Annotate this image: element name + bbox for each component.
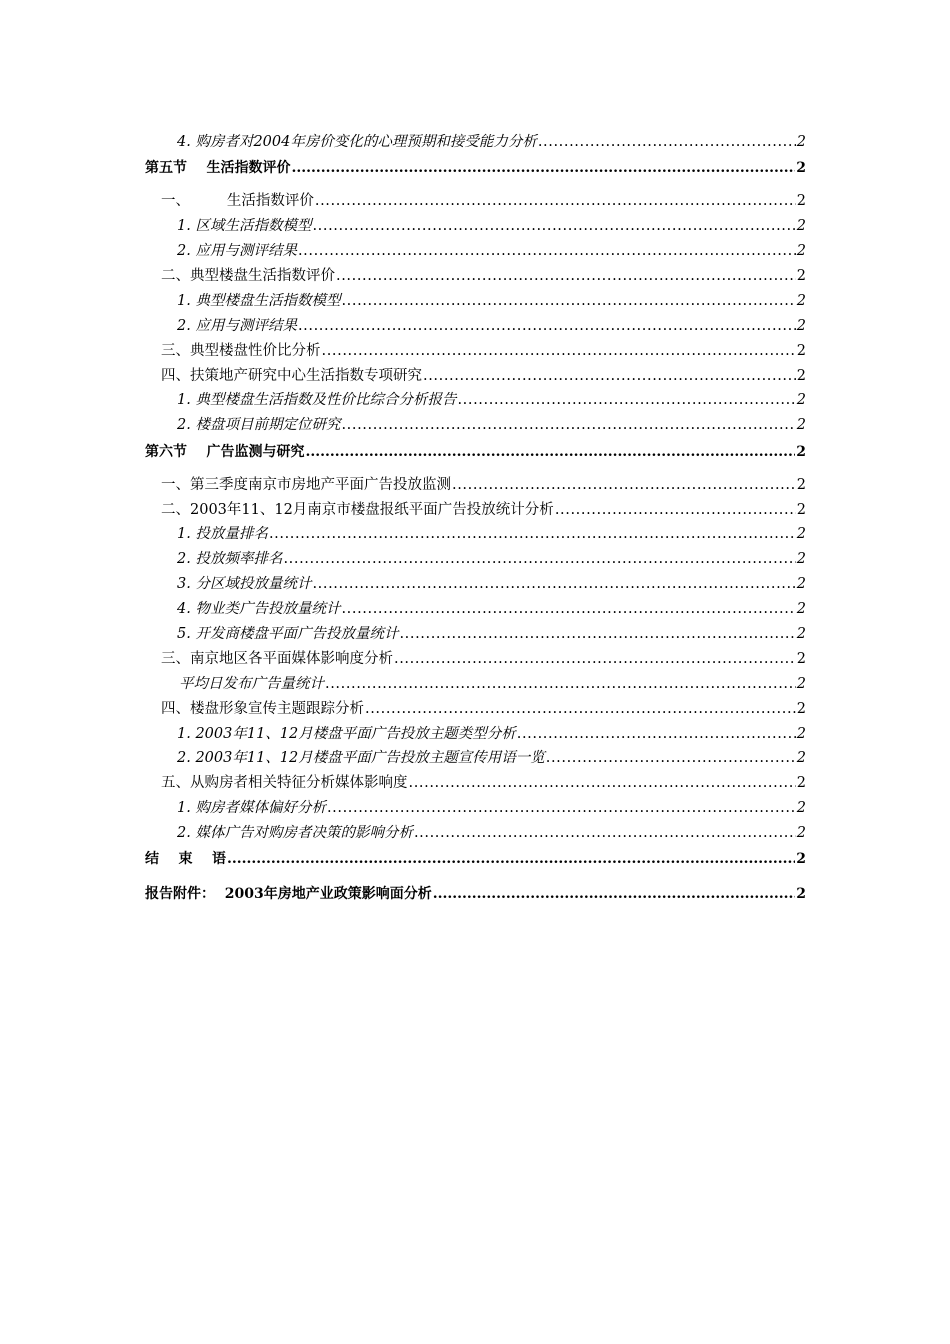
- toc-entry-label: 1. 典型楼盘生活指数模型: [177, 292, 341, 309]
- toc-page-number: 2: [796, 650, 806, 667]
- toc-dot-leader: [555, 501, 796, 519]
- toc-dot-leader: [325, 675, 796, 693]
- toc-page-number: 2: [796, 342, 806, 359]
- toc-entry[interactable]: [145, 260, 806, 285]
- toc-dot-leader: [341, 416, 795, 434]
- toc-page-number: 2: [796, 193, 806, 210]
- toc-entry[interactable]: [145, 310, 806, 335]
- toc-entry-label: 2. 应用与测评结果: [177, 243, 297, 260]
- toc-page-number: 2: [796, 526, 806, 543]
- toc-entry[interactable]: [145, 718, 806, 743]
- toc-page-number: 2: [796, 476, 806, 493]
- toc-entry-label: 五、从购房者相关特征分析媒体影响度: [161, 775, 408, 792]
- toc-dot-leader: [517, 725, 796, 743]
- toc-page-number: 2: [796, 443, 806, 460]
- toc-page-number: 2: [796, 825, 806, 842]
- toc-dot-leader: [433, 885, 796, 903]
- toc-page-number: 2: [796, 775, 806, 792]
- toc-dot-leader: [423, 367, 796, 385]
- toc-entry-label: 四、楼盘形象宣传主题跟踪分析: [161, 700, 364, 717]
- toc-dot-leader: [315, 192, 796, 210]
- toc-section-label: 第五节 生活指数评价: [145, 160, 291, 177]
- toc-dot-leader: [312, 217, 795, 235]
- toc-entry-label: 4. 物业类广告投放量统计: [177, 601, 341, 618]
- toc-entry-label: 四、扶策地产研究中心生活指数专项研究: [161, 367, 422, 384]
- toc-page-number: 2: [796, 392, 806, 409]
- toc-entry[interactable]: [145, 792, 806, 817]
- toc-entry-label: 2. 2003年11、12月楼盘平面广告投放主题宣传用语一览: [177, 750, 545, 767]
- toc-dot-leader: [269, 525, 796, 543]
- toc-entry[interactable]: [145, 360, 806, 385]
- toc-entry[interactable]: [145, 743, 806, 768]
- toc-dot-leader: [457, 391, 795, 409]
- toc-section-6[interactable]: [145, 434, 806, 469]
- toc-dot-leader: [546, 749, 796, 767]
- toc-page-number: 2: [796, 160, 806, 177]
- toc-entry[interactable]: [145, 618, 806, 643]
- toc-section-label: 报告附件： 2003年房地产业政策影响面分析: [145, 885, 432, 902]
- toc-section-label: 结 束 语: [145, 851, 226, 868]
- toc-page-number: 2: [796, 267, 806, 284]
- toc-page-number: 2: [796, 243, 806, 260]
- toc-entry-label: 2. 投放频率排名: [177, 551, 283, 568]
- toc-page-number: 2: [796, 626, 806, 643]
- toc-dot-leader: [336, 267, 796, 285]
- toc-dot-leader: [306, 443, 796, 461]
- toc-page-number: 2: [796, 218, 806, 235]
- toc-entry[interactable]: [145, 494, 806, 519]
- toc-entry-label: 5. 开发商楼盘平面广告投放量统计: [177, 626, 399, 643]
- toc-section-appendix[interactable]: [145, 877, 806, 912]
- toc-dot-leader: [298, 317, 796, 335]
- toc-entry-label: 1. 投放量排名: [177, 526, 268, 543]
- toc-section-5[interactable]: [145, 151, 806, 186]
- toc-entry[interactable]: [145, 335, 806, 360]
- toc-entry[interactable]: [145, 693, 806, 718]
- toc-entry[interactable]: [145, 285, 806, 310]
- toc-dot-leader: [365, 700, 796, 718]
- toc-page-number: 2: [796, 551, 806, 568]
- toc-dot-leader: [409, 774, 796, 792]
- toc-entry-label: 1. 2003年11、12月楼盘平面广告投放主题类型分析: [177, 725, 516, 742]
- toc-dot-leader: [394, 650, 796, 668]
- toc-page-number: 2: [796, 800, 806, 817]
- toc-page-number: 2: [796, 750, 806, 767]
- toc-entry-label: 二、2003年11、12月南京市楼盘报纸平面广告投放统计分析: [161, 501, 554, 518]
- toc-entry[interactable]: [145, 543, 806, 568]
- toc-page-number: 2: [796, 725, 806, 742]
- toc-dot-leader: [322, 342, 796, 360]
- toc-section-label: 第六节 广告监测与研究: [145, 443, 305, 460]
- toc-dot-leader: [414, 824, 796, 842]
- toc-entry[interactable]: [145, 409, 806, 434]
- toc-entry[interactable]: [145, 126, 806, 151]
- toc-entry-label: 2. 应用与测评结果: [177, 317, 297, 334]
- toc-entry-label: 三、典型楼盘性价比分析: [161, 342, 321, 359]
- toc-page-number: 2: [796, 700, 806, 717]
- toc-dot-leader: [298, 242, 796, 260]
- toc-page-number: 2: [796, 133, 806, 150]
- toc-entry-label: 3. 分区域投放量统计: [177, 576, 312, 593]
- toc-entry[interactable]: [145, 210, 806, 235]
- toc-entry[interactable]: [145, 469, 806, 494]
- toc-entry-label: 一、 生活指数评价: [161, 193, 314, 210]
- toc-entry-label: 4. 购房者对2004年房价变化的心理预期和接受能力分析: [177, 133, 537, 150]
- toc-entry[interactable]: [145, 235, 806, 260]
- toc-page-number: 2: [796, 367, 806, 384]
- toc-entry-label: 1. 购房者媒体偏好分析: [177, 800, 326, 817]
- toc-entry[interactable]: [145, 767, 806, 792]
- toc-page-number: 2: [796, 675, 806, 692]
- toc-page-number: 2: [796, 417, 806, 434]
- toc-entry-label: 二、典型楼盘生活指数评价: [161, 267, 335, 284]
- toc-entry[interactable]: [145, 185, 806, 210]
- toc-entry[interactable]: [145, 385, 806, 410]
- toc-page-number: 2: [796, 501, 806, 518]
- toc-entry[interactable]: [145, 519, 806, 544]
- toc-entry-label: 三、南京地区各平面媒体影响度分析: [161, 650, 393, 667]
- toc-page-number: 2: [796, 601, 806, 618]
- toc-section-conclusion[interactable]: [145, 842, 806, 877]
- toc-dot-leader: [341, 292, 795, 310]
- toc-entry[interactable]: [145, 643, 806, 668]
- toc-entry-label: 1. 典型楼盘生活指数及性价比综合分析报告: [177, 392, 457, 409]
- toc-dot-leader: [312, 575, 795, 593]
- toc-entry-label: 1. 区域生活指数模型: [177, 218, 312, 235]
- toc-entry[interactable]: [145, 817, 806, 842]
- toc-dot-leader: [327, 799, 796, 817]
- toc-entry[interactable]: [145, 593, 806, 618]
- toc-entry[interactable]: [145, 568, 806, 593]
- toc-page-number: 2: [796, 576, 806, 593]
- toc-page-number: 2: [796, 317, 806, 334]
- toc-dot-leader: [292, 159, 796, 177]
- toc-page-number: 2: [796, 885, 806, 902]
- toc-dot-leader: [341, 600, 795, 618]
- table-of-contents: [145, 126, 806, 911]
- toc-page-number: 2: [796, 851, 806, 868]
- toc-dot-leader: [227, 850, 795, 868]
- toc-entry[interactable]: [145, 668, 806, 693]
- toc-dot-leader: [538, 133, 796, 151]
- toc-dot-leader: [399, 625, 795, 643]
- toc-entry-label: 2. 楼盘项目前期定位研究: [177, 417, 341, 434]
- toc-entry-label: 一、第三季度南京市房地产平面广告投放监测: [161, 476, 451, 493]
- toc-entry-label: 平均日发布广告量统计: [179, 675, 324, 692]
- toc-dot-leader: [452, 476, 796, 494]
- toc-entry-label: 2. 媒体广告对购房者决策的影响分析: [177, 825, 413, 842]
- toc-dot-leader: [283, 550, 795, 568]
- toc-page-number: 2: [796, 292, 806, 309]
